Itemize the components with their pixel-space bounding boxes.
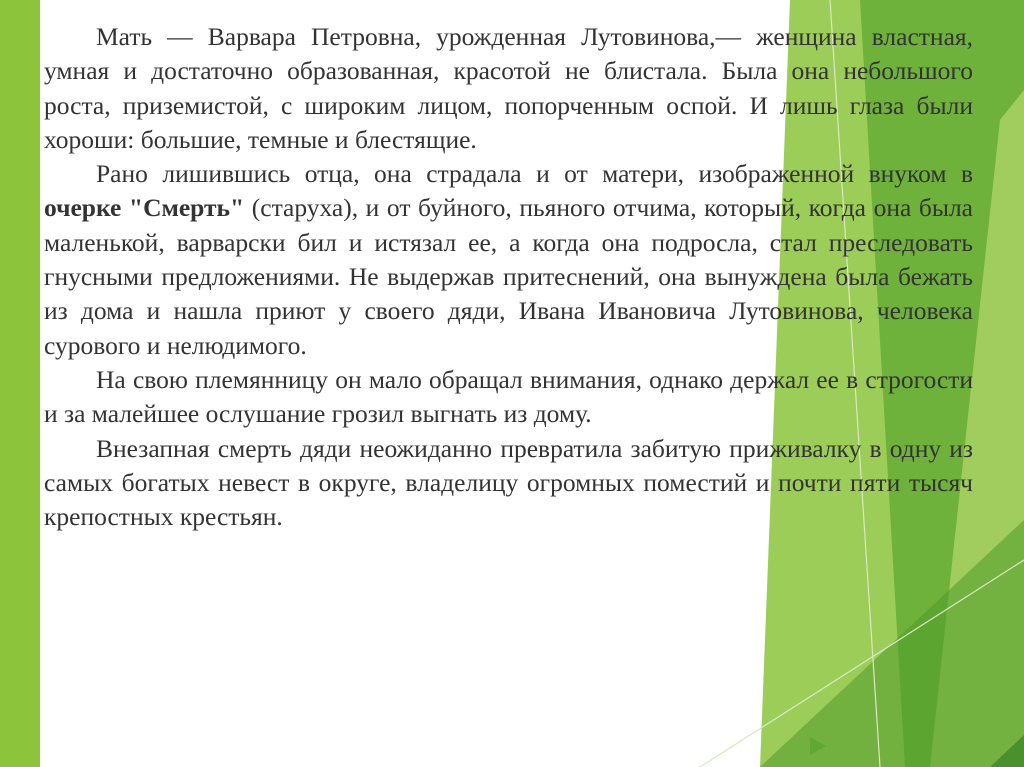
paragraph-mother-description: Мать — Варвара Петровна, урожденная Лутовинова,— женщина властная, умная и достаточно образованная, красотой не блистала. Была она небольшого роста, приземистой, с широким лицом, попорченным оспой. И лишь глаза были хороши: большие, темные и блестящие.	[44, 22, 973, 154]
paragraph-uncle: На свою племянницу он мало обращал внимания, однако держал ее в строгости и за малейшее ослушание грозил выгнать из дому.	[44, 364, 973, 429]
essay-title: очерке "Смерть"	[44, 193, 245, 223]
paragraph-early-life-end: (старуха), и от буйного, пьяного отчима, который, когда она была маленькой, варварски бил и истязал ее, а когда она подросла, стал преследовать гнусными предложениями. Не выдержав притеснений, она вынуждена была бежать из дома и нашла приют у своего дяди, Ивана Ивановича Лутовинова, человека сурового и нелюдимого.	[44, 193, 973, 360]
main-text	[44, 20, 973, 534]
paragraph-early-life	[44, 157, 973, 363]
paragraph-early-life-start: Рано лишившись отца, она страдала и от матери, изображенной внуком в	[96, 159, 973, 189]
left-white-wedge	[0, 40, 40, 767]
paragraph-inheritance: Внезапная смерть дяди неожиданно превратила забитую приживалку в одну из самых богатых невест в округе, владелицу огромных поместий и почти пяти тысяч крепостных крестьян.	[44, 433, 973, 532]
